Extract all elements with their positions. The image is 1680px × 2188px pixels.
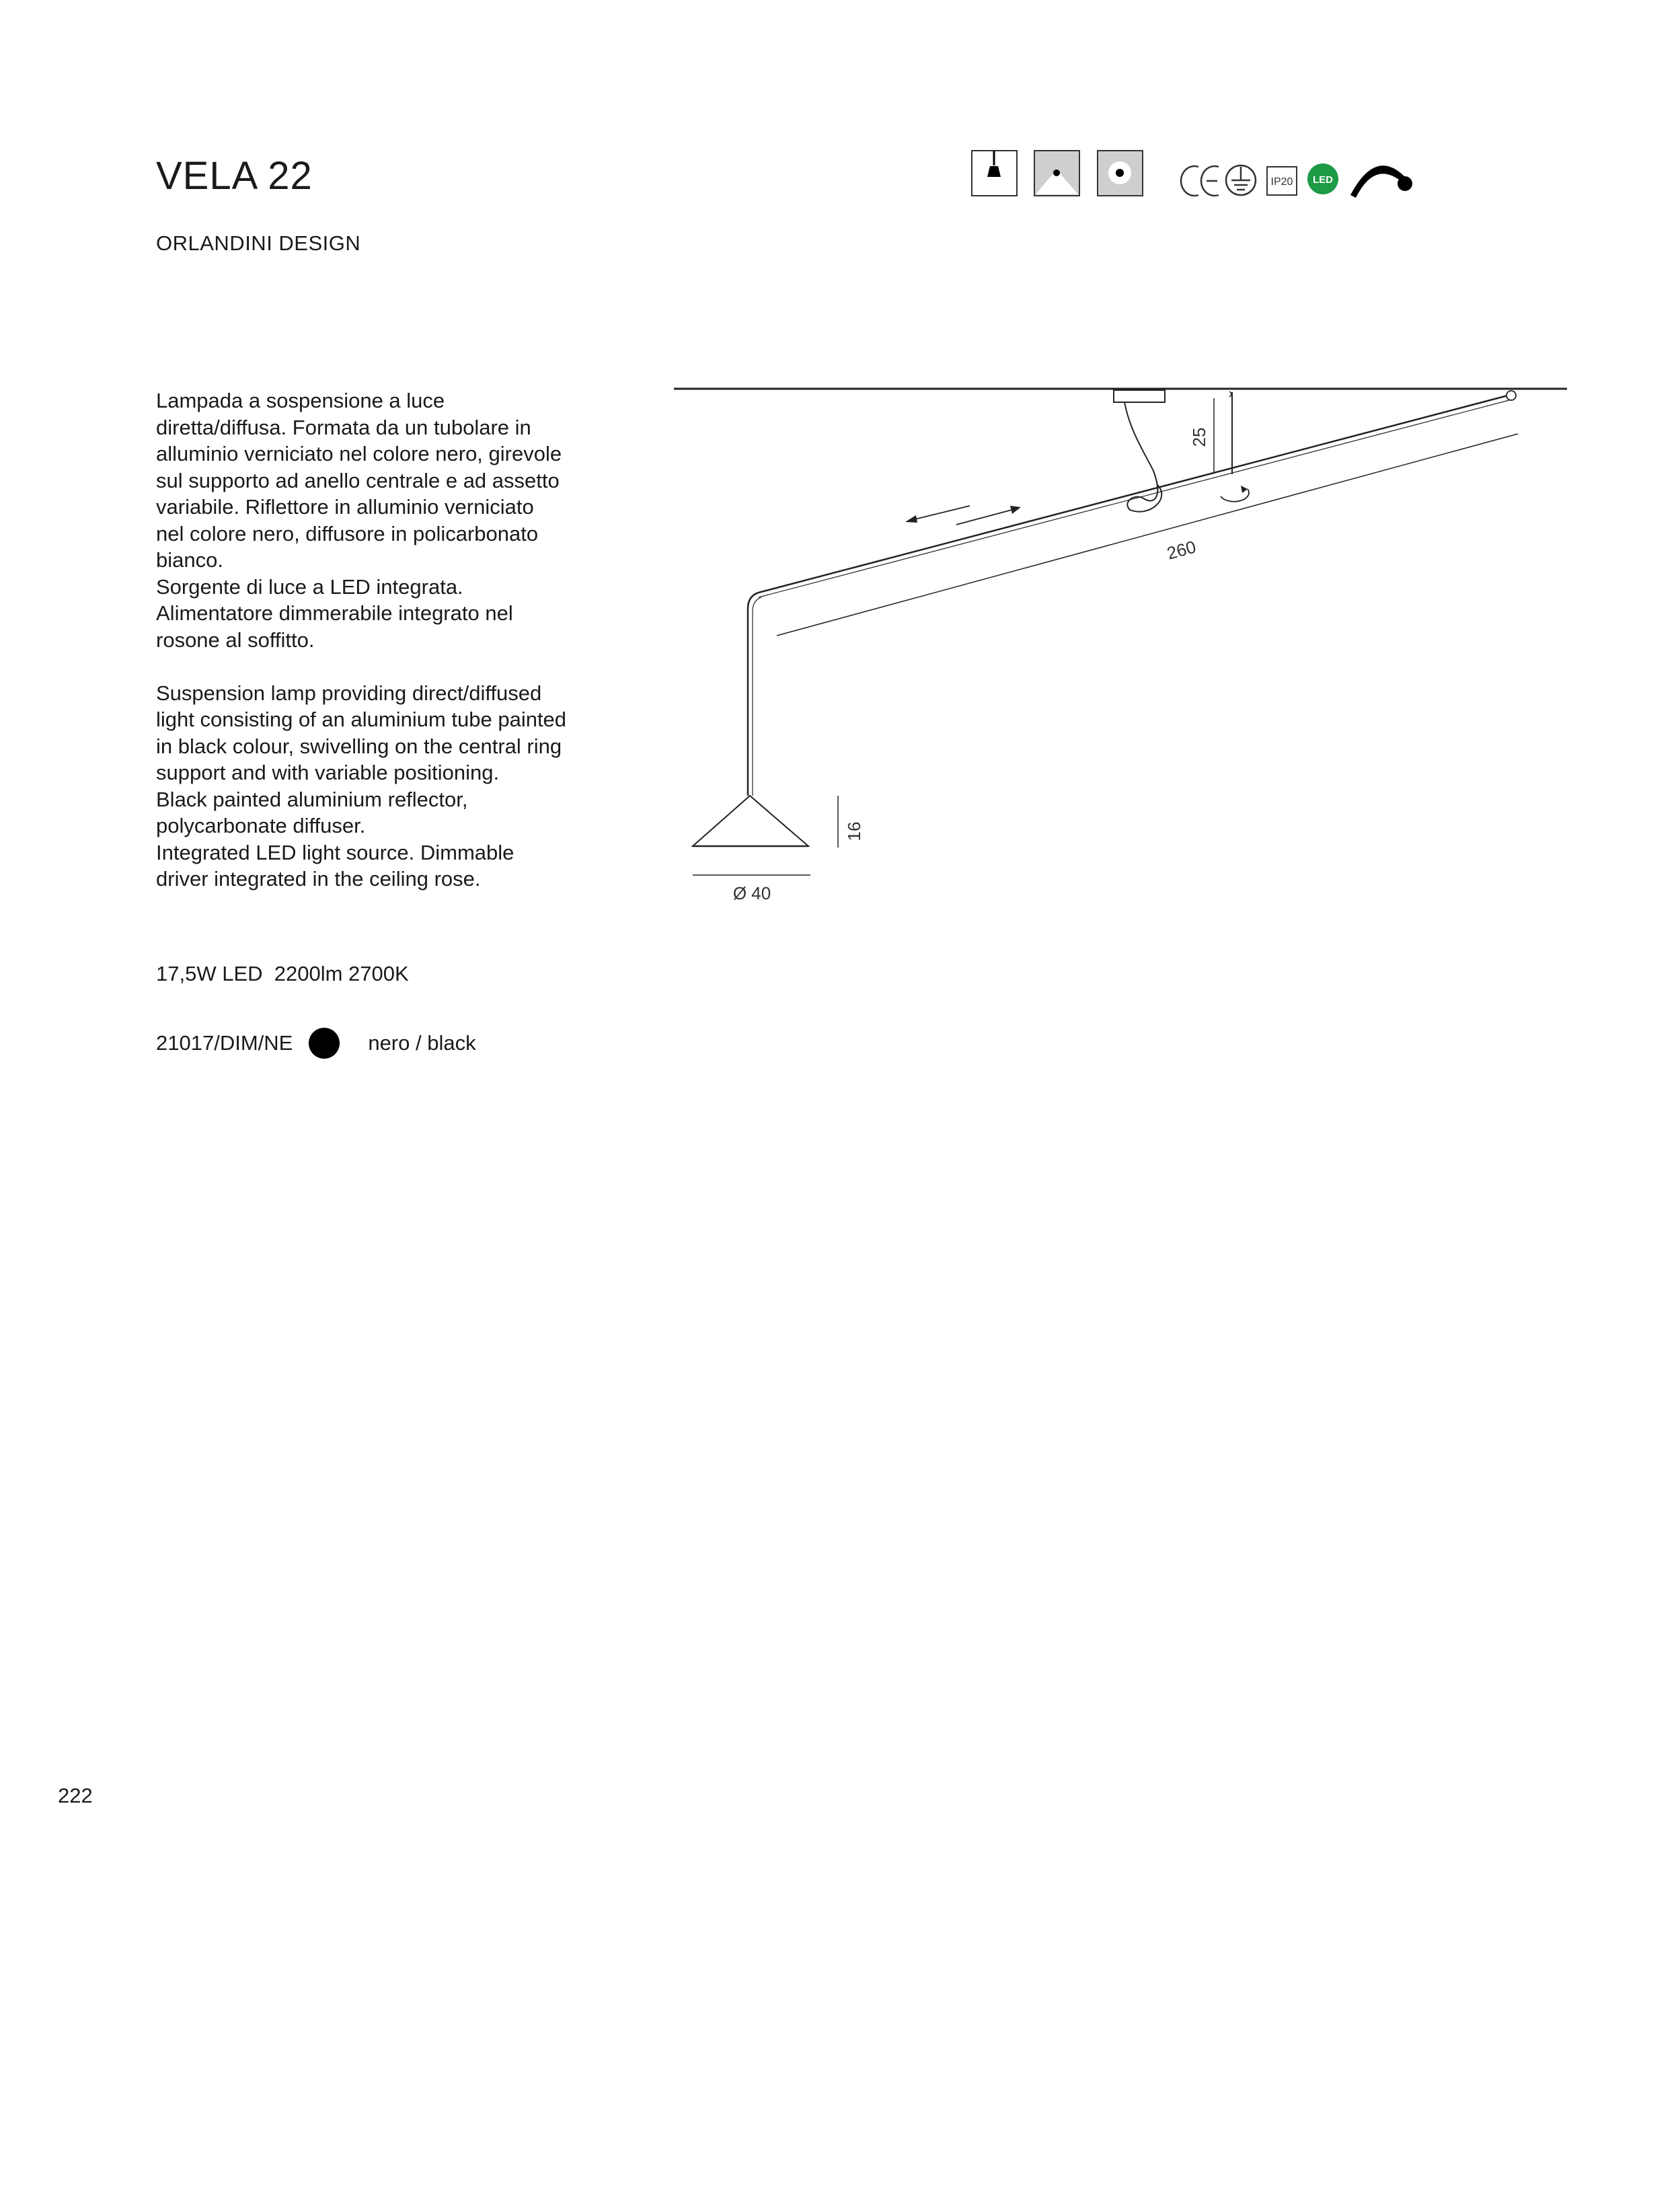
ip-rating-label: IP20 bbox=[1270, 176, 1293, 188]
dimension-label-drop: 25 bbox=[1189, 427, 1209, 447]
description-italian: Lampada a sospensione a luce diretta/diffusa. Formata da un tubolare in alluminio verniciato nel colore nero, girevole sul supporto ad anello centrale e ad assetto variabile. Riflettore in alluminio verniciato nel colore nero, diffusore in policarbonato bianco. Sorgente di luce a LED integrata. Alimentatore dimmerabile integrato nel rosone al soffitto. bbox=[156, 389, 562, 652]
slide-arrow-left bbox=[909, 506, 970, 521]
variant-code: 21017/DIM/NE bbox=[156, 1031, 293, 1055]
dimension-label-height: 16 bbox=[844, 821, 864, 841]
ceiling-rose bbox=[1114, 390, 1165, 402]
variant-row bbox=[156, 1028, 476, 1059]
tube-end-cap bbox=[1506, 391, 1516, 400]
led-label: LED bbox=[1313, 174, 1333, 186]
dimension-line-260 bbox=[777, 434, 1518, 636]
drop-tube bbox=[748, 593, 759, 796]
reflector-cone bbox=[693, 796, 808, 846]
slide-arrow-right bbox=[956, 508, 1017, 525]
page-number: 222 bbox=[58, 1784, 93, 1807]
variant-color-name: nero / black bbox=[368, 1031, 476, 1055]
product-description bbox=[156, 387, 647, 893]
product-title: VELA 22 bbox=[156, 154, 313, 198]
main-tube bbox=[759, 395, 1508, 593]
description-english: Suspension lamp providing direct/diffused light consisting of an aluminium tube painted in black colour, swivelling on the central ring support and with variable positioning. Black painted aluminium reflector, polycarbonate diffuser. Integrated LED light source. Dimmable driver integrated in the ceiling rose. bbox=[156, 681, 567, 891]
dimension-label-length: 260 bbox=[1164, 536, 1198, 564]
color-swatch bbox=[309, 1028, 340, 1059]
dimension-label-diameter: Ø 40 bbox=[732, 883, 771, 903]
light-specs: 17,5W LED 2200lm 2700K bbox=[156, 962, 409, 985]
designer-name: ORLANDINI DESIGN bbox=[156, 231, 361, 255]
